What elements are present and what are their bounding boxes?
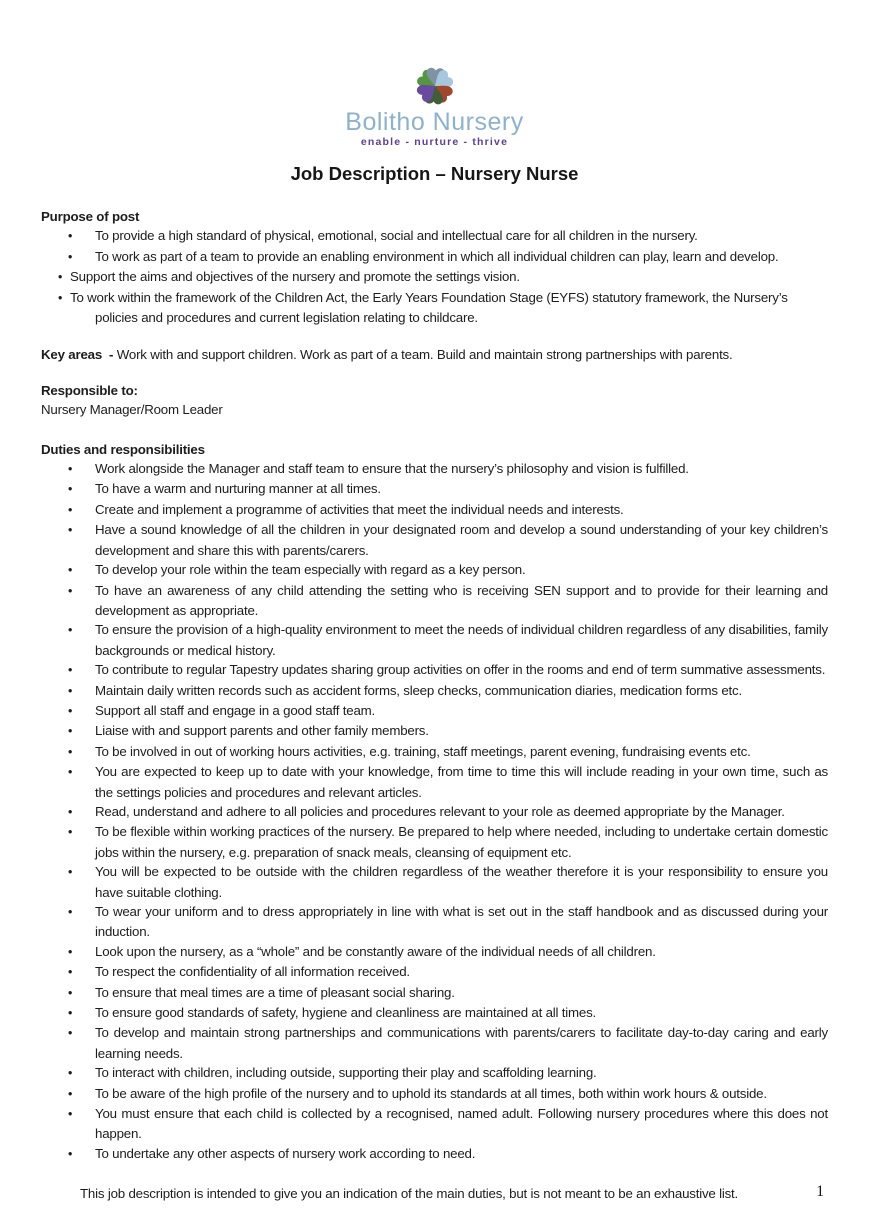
list-item-text: You will be expected to be outside with the children regardless of the weather therefore it is your responsibility to ensure you have suitable clothing. — [95, 864, 828, 900]
list-item — [41, 660, 828, 680]
list-item — [41, 1023, 828, 1063]
key-areas-label: Key areas — [41, 347, 103, 363]
list-item — [41, 942, 828, 962]
bullet-icon: • — [68, 944, 73, 959]
list-item — [41, 681, 828, 701]
list-item-text: To respect the confidentiality of all information received. — [95, 964, 410, 980]
bullet-icon: • — [68, 1146, 73, 1161]
list-item-text: To contribute to regular Tapestry updates sharing group activities on offer in the rooms and end of term summative assessments. — [95, 662, 826, 678]
list-item — [41, 802, 828, 822]
list-item-text: To be aware of the high profile of the nursery and to uphold its standards at all times, both within work hours & outside. — [95, 1085, 767, 1101]
closing-note: This job description is intended to give you an indication of the main duties, but is not meant to be an exhaustive list. — [80, 1186, 739, 1202]
bullet-icon: • — [68, 1026, 73, 1041]
list-item-text: To be involved in out of working hours activities, e.g. training, staff meetings, parent evening, fundraising events etc. — [95, 743, 751, 759]
logo-tagline: enable - nurture - thrive — [360, 136, 509, 148]
list-item-text: Have a sound knowledge of all the children in your designated room and develop a sound understanding of your key children’s development and share this with parents/carers. — [95, 522, 828, 558]
list-item — [41, 962, 828, 982]
bullet-icon: • — [68, 482, 73, 497]
bullet-icon: • — [68, 249, 73, 264]
list-item-text: To develop and maintain strong partnerships and communications with parents/carers to facilitate day-to-day caring and early learning needs. — [95, 1025, 828, 1061]
bullet-icon: • — [68, 1006, 73, 1021]
list-item — [41, 500, 828, 520]
list-item — [41, 902, 828, 942]
list-item — [41, 267, 828, 287]
list-item — [41, 701, 828, 721]
bullet-icon: • — [68, 865, 73, 880]
list-item-text: To work within the framework of the Children Act, the Early Years Foundation Stage (EYFS) statutory framework, the Nursery’s policies and procedures and current legislation relating to childcare. — [70, 289, 788, 326]
list-item — [41, 479, 828, 499]
list-item-text: Support all staff and engage in a good staff team. — [95, 702, 376, 718]
list-item-text: To be flexible within working practices of the nursery. Be prepared to help where needed, including to undertake certain domestic jobs within the nursery, e.g. preparation of snack meals, cleansing of equipment etc. — [95, 824, 828, 860]
list-item-text: Read, understand and adhere to all policies and procedures relevant to your role as deemed appropriate by the Manager. — [95, 803, 785, 819]
list-item — [41, 822, 828, 862]
list-item — [41, 1104, 828, 1144]
list-item — [41, 620, 828, 660]
bullet-icon: • — [68, 703, 73, 718]
document-body — [0, 207, 869, 1204]
responsible-heading: Responsible to: — [41, 382, 138, 398]
bullet-icon: • — [68, 985, 73, 1000]
bullet-icon: • — [58, 290, 63, 305]
bullet-icon: • — [68, 1107, 73, 1122]
list-item-text: Work alongside the Manager and staff team to ensure that the nursery’s philosophy and vision is fulfilled. — [95, 461, 689, 477]
list-item — [41, 1003, 828, 1023]
logo — [0, 0, 869, 149]
bullet-icon: • — [68, 804, 73, 819]
list-item-text: To ensure the provision of a high-quality environment to meet the needs of individual children regardless of any disabilities, family backgrounds or medical history. — [95, 622, 828, 658]
duties-heading: Duties and responsibilities — [41, 441, 205, 457]
bullet-icon: • — [68, 744, 73, 759]
list-item-text: You are expected to keep up to date with your knowledge, from time to time this will include reading in your own time, such as the settings policies and procedures and relevant articles. — [95, 764, 828, 800]
bullet-icon: • — [68, 502, 73, 517]
bullet-icon: • — [68, 683, 73, 698]
bullet-icon: • — [68, 965, 73, 980]
list-item — [41, 560, 828, 580]
list-item — [41, 288, 828, 328]
bullet-icon: • — [58, 270, 63, 285]
flower-logo-icon — [409, 62, 461, 108]
bullet-icon: • — [68, 462, 73, 477]
bullet-icon: • — [68, 523, 73, 538]
list-item-text: To interact with children, including outside, supporting their play and scaffolding learning. — [95, 1065, 597, 1081]
list-item — [41, 1144, 828, 1164]
list-item-text: To wear your uniform and to dress appropriately in line with what is set out in the staff handbook and as discussed during your induction. — [95, 904, 828, 940]
page-title: Job Description – Nursery Nurse — [290, 163, 579, 184]
list-item — [41, 459, 828, 479]
list-item — [41, 721, 828, 741]
key-areas-text: Work with and support children. Work as part of a team. Build and maintain strong partnerships with parents. — [116, 347, 733, 363]
key-areas-separator: - — [102, 347, 117, 363]
list-item — [41, 1084, 828, 1104]
list-item-text: Look upon the nursery, as a “whole” and be constantly aware of the individual needs of all children. — [95, 943, 656, 959]
bullet-icon: • — [68, 663, 73, 678]
list-item — [41, 247, 828, 267]
list-item-text: To ensure good standards of safety, hygiene and cleanliness are maintained at all times. — [95, 1005, 597, 1021]
bullet-icon: • — [68, 1066, 73, 1081]
bullet-icon: • — [68, 905, 73, 919]
bullet-icon: • — [68, 583, 73, 598]
list-item — [41, 520, 828, 560]
list-item-text: To work as part of a team to provide an enabling environment in which all individual children can play, learn and develop. — [95, 248, 779, 264]
list-item-text: To ensure that meal times are a time of pleasant social sharing. — [95, 984, 455, 1000]
list-item-text: Create and implement a programme of activities that meet the individual needs and interests. — [95, 501, 624, 517]
bullet-icon: • — [68, 765, 73, 780]
bullet-icon: • — [68, 825, 73, 840]
list-item-text: Support the aims and objectives of the nursery and promote the settings vision. — [70, 269, 520, 285]
bullet-icon: • — [68, 229, 73, 244]
list-item — [41, 226, 828, 246]
list-item — [41, 742, 828, 762]
list-item — [41, 581, 828, 621]
list-item — [41, 983, 828, 1003]
bullet-icon: • — [68, 563, 73, 578]
list-item — [41, 762, 828, 802]
list-item-text: You must ensure that each child is collected by a recognised, named adult. Following nursery procedures where this does not happen. — [95, 1106, 828, 1142]
list-item-text: To have an awareness of any child attending the setting who is receiving SEN support and to provide for their learning and development as appropriate. — [95, 582, 828, 618]
duties-list — [41, 459, 828, 1164]
list-item-text: To have a warm and nurturing manner at all times. — [95, 481, 381, 497]
key-areas-line — [41, 345, 828, 364]
logo-name: Bolitho Nursery — [345, 108, 524, 136]
list-item — [41, 862, 828, 902]
list-item-text: Liaise with and support parents and other family members. — [95, 723, 429, 739]
purpose-list — [41, 226, 828, 327]
responsible-text: Nursery Manager/Room Leader — [41, 402, 223, 418]
list-item — [41, 1063, 828, 1083]
bullet-icon: • — [68, 724, 73, 739]
list-item-text: To develop your role within the team especially with regard as a key person. — [95, 562, 526, 578]
bullet-icon: • — [68, 1086, 73, 1101]
bullet-icon: • — [68, 623, 73, 638]
purpose-heading: Purpose of post — [41, 209, 140, 224]
list-item-text: To provide a high standard of physical, emotional, social and intellectual care for all children in the nursery. — [95, 228, 698, 244]
page-number: 1 — [816, 1183, 824, 1200]
list-item-text: To undertake any other aspects of nursery work according to need. — [95, 1145, 476, 1161]
list-item-text: Maintain daily written records such as accident forms, sleep checks, communication diaries, medication forms etc. — [95, 682, 742, 698]
